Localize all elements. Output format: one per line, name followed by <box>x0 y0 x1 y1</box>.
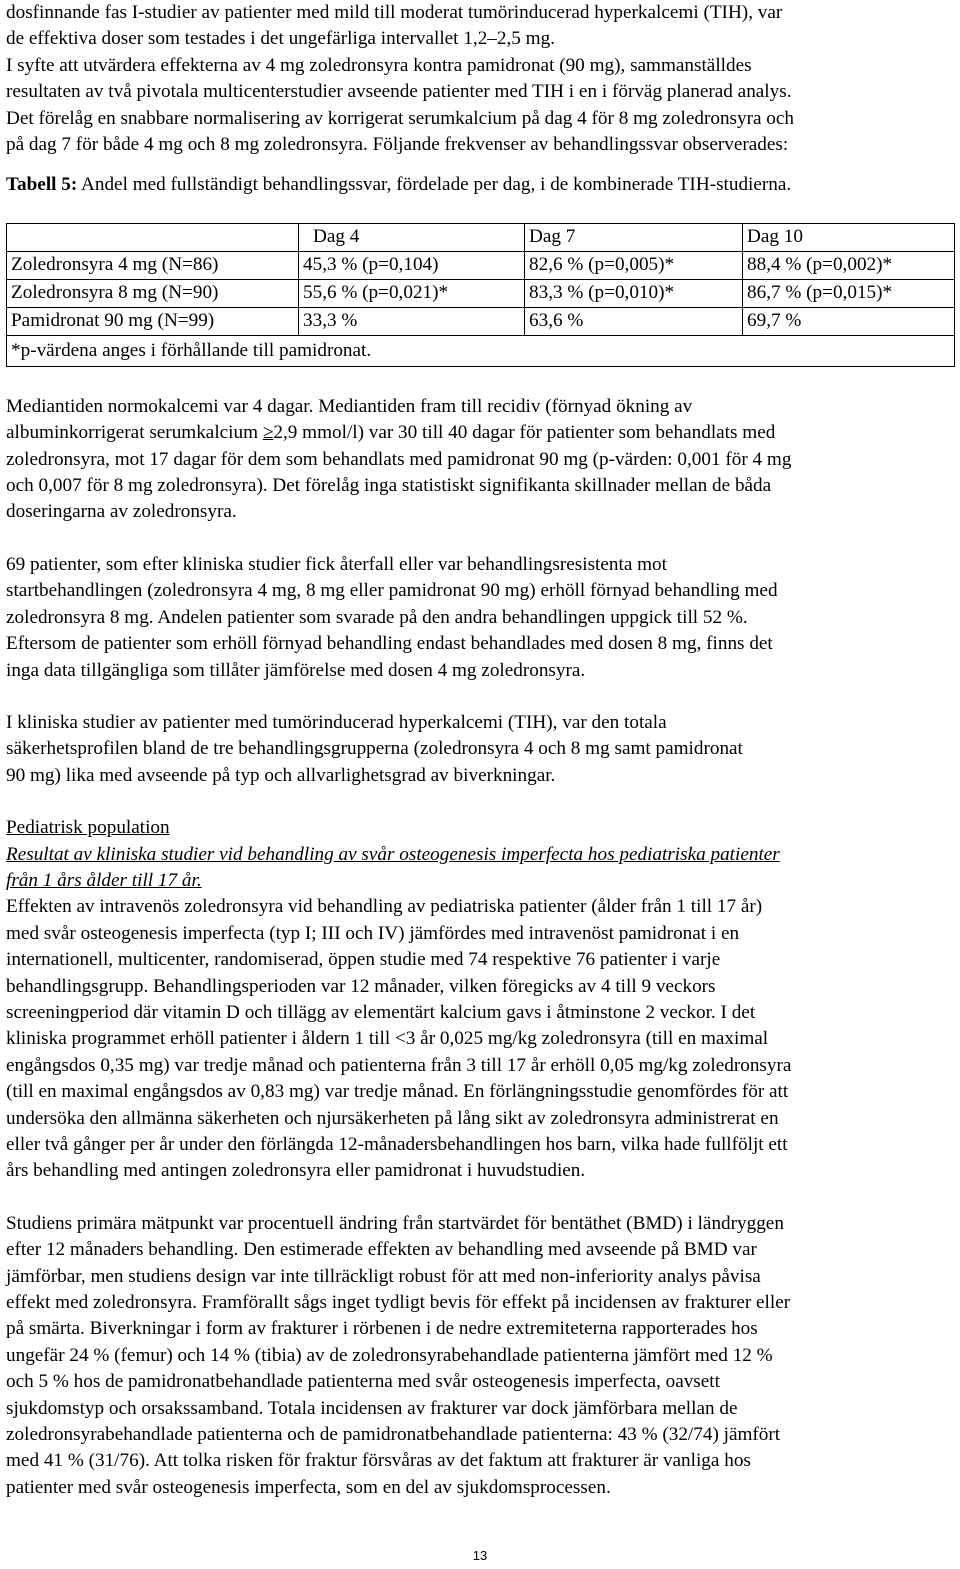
table-cell: Pamidronat 90 mg (N=99) <box>7 307 299 335</box>
text-line: engångsdos 0,35 mg) var tredje månad och patienterna från 3 till 17 år erhöll 0,05 mg/kg zoledronsyra <box>6 1054 792 1076</box>
table-row <box>7 279 955 307</box>
text-line: dosfinnande fas I-studier av patienter med mild till moderat tumörinducerad hyperkalcemi (TIH), var <box>6 2 783 23</box>
table-footnote: *p-värdena anges i förhållande till pamidronat. <box>7 335 955 366</box>
page-number: 13 <box>472 1548 488 1563</box>
text-line: ungefär 24 % (femur) och 14 % (tibia) av de zoledronsyrabehandlade patienterna jämfört med 12 % <box>6 1344 773 1366</box>
text-line: (till en maximal engångsdos av 0,83 mg) var tredje månad. En förlängningsstudie genomfördes för att <box>6 1081 789 1103</box>
text-line: eller två gånger per år under den förlängda 12-månadersbehandlingen hos barn, vilka hade fullföljt ett <box>6 1134 788 1155</box>
text-line: zoledronsyra, mot 17 dagar för dem som behandlats med pamidronat 90 mg (p-värden: 0,001 för 4 mg <box>6 448 792 470</box>
section-subheading: från 1 års ålder till 17 år. <box>6 869 202 891</box>
text-line: Studiens primära mätpunkt var procentuell ändring från startvärdet för bentäthet (BMD) i ländryggen <box>6 1212 784 1234</box>
text-line: jämförbar, men studiens design var inte tillräckligt robust för att med non-inferiority analys påvisa <box>6 1265 761 1287</box>
table-cell: 82,6 % (p=0,005)* <box>525 251 743 279</box>
response-table <box>6 223 955 367</box>
text-line: med svår osteogenesis imperfecta (typ I; III och IV) jämfördes med intravenöst pamidronat i en <box>6 922 740 944</box>
text-line: effekt med zoledronsyra. Framförallt sågs inget tydligt bevis för effekt på incidensen av frakturer eller <box>6 1292 791 1314</box>
pediatric-paragraph-2 <box>6 1211 954 1501</box>
table-caption-text: Andel med fullständigt behandlingssvar, fördelade per dag, i de kombinerade TIH-studierna. <box>77 174 792 196</box>
text-line: säkerhetsprofilen bland de tre behandlingsgrupperna (zoledronsyra 4 och 8 mg samt pamidronat <box>6 738 743 760</box>
pediatric-paragraph-1 <box>6 894 954 1184</box>
intro-paragraph <box>6 0 954 53</box>
text-line: startbehandlingen (zoledronsyra 4 mg, 8 mg eller pamidronat 90 mg) erhöll förnyad behandling med <box>6 580 778 602</box>
table-cell: 45,3 % (p=0,104) <box>299 251 525 279</box>
table-cell: 69,7 % <box>743 307 955 335</box>
text-line: Mediantiden normokalcemi var 4 dagar. Mediantiden fram till recidiv (förnyad ökning av <box>6 395 693 417</box>
table-cell: Zoledronsyra 4 mg (N=86) <box>7 251 299 279</box>
text-line: och 0,007 för 8 mg zoledronsyra). Det förelåg inga statistiskt signifikanta skillnader mellan de båda <box>6 475 772 497</box>
table-header-cell <box>7 223 299 251</box>
text-line: zoledronsyrabehandlade patienterna och de pamidronatbehandlade patienterna: 43 % (32/74) jämfört <box>6 1424 781 1446</box>
table-cell: 33,3 % <box>299 307 525 335</box>
text-line: screeningperiod där vitamin D och tillägg av elementärt kalcium gavs i åtminstone 2 veckor. I det <box>6 1001 756 1023</box>
text-line: 69 patienter, som efter kliniska studier fick återfall eller var behandlingsresistenta mot <box>6 553 667 575</box>
text-line: inga data tillgängliga som tillåter jämförelse med dosen 4 mg zoledronsyra. <box>6 659 586 681</box>
text-line: kliniska programmet erhöll patienter i åldern 1 till <3 år 0,025 mg/kg zoledronsyra (till en maximal <box>6 1028 769 1050</box>
table-cell: 55,6 % (p=0,021)* <box>299 279 525 307</box>
section-subheading: Resultat av kliniska studier vid behandling av svår osteogenesis imperfecta hos pediatriska patienter <box>6 843 780 865</box>
text-line: års behandling med antingen zoledronsyra eller pamidronat i huvudstudien. <box>6 1160 586 1182</box>
text-line: I kliniska studier av patienter med tumörinducerad hyperkalcemi (TIH), var den totala <box>6 711 667 733</box>
table-row <box>7 307 955 335</box>
text-line: sjukdomstyp och orsakssamband. Totala incidensen av frakturer var dock jämförbara mellan de <box>6 1397 738 1419</box>
safety-paragraph <box>6 710 954 789</box>
table-cell: 88,4 % (p=0,002)* <box>743 251 955 279</box>
table-header-cell: Dag 7 <box>525 223 743 251</box>
document-page <box>6 0 954 1501</box>
text-line: efter 12 månaders behandling. Den estimerade effekten av behandling med avseende på BMD var <box>6 1239 757 1261</box>
table-footnote-row <box>7 335 955 366</box>
text-line: internationell, multicenter, randomiserad, öppen studie med 74 respektive 76 patienter i varje <box>6 949 721 971</box>
text-line: behandlingsgrupp. Behandlingsperioden var 12 månader, vilken föregicks av 4 till 9 veckors <box>6 975 716 997</box>
table-cell: 86,7 % (p=0,015)* <box>743 279 955 307</box>
text-line: I syfte att utvärdera effekterna av 4 mg zoledronsyra kontra pamidronat (90 mg), sammanställdes <box>6 54 752 76</box>
text-line <box>6 420 954 446</box>
text-line: zoledronsyra 8 mg. Andelen patienter som svarade på den andra behandlingen uppgick till 52 %. <box>6 606 748 628</box>
table-header-row <box>7 223 955 251</box>
median-paragraph <box>6 394 954 526</box>
text-line: på smärta. Biverkningar i form av frakturer i rörbenen i de nedre extremiteterna rapporterades hos <box>6 1318 758 1340</box>
text-line: doseringarna av zoledronsyra. <box>6 501 237 523</box>
text-line: resultaten av två pivotala multicenterstudier avseende patienter med TIH i en i förväg planerad analys. <box>6 81 792 103</box>
table-row <box>7 251 955 279</box>
table-caption-label: Tabell 5: <box>6 174 78 196</box>
analysis-paragraph <box>6 53 954 159</box>
greater-or-equal-symbol: ≥ <box>262 422 274 444</box>
text-line: och 5 % hos de pamidronatbehandlade patienterna med svår osteogenesis imperfecta, oavsett <box>6 1371 720 1393</box>
table-header-cell: Dag 4 <box>299 223 525 251</box>
table-caption <box>6 172 954 198</box>
text-fragment: 2,9 mmol/l) var 30 till 40 dagar för patienter som behandlats med <box>273 422 776 444</box>
table-cell: Zoledronsyra 8 mg (N=90) <box>7 279 299 307</box>
table-cell: 63,6 % <box>525 307 743 335</box>
text-line: 90 mg) lika med avseende på typ och allvarlighetsgrad av biverkningar. <box>6 764 556 786</box>
text-line: Effekten av intravenös zoledronsyra vid behandling av pediatriska patienter (ålder från 1 till 17 år) <box>6 896 763 918</box>
text-line: Eftersom de patienter som erhöll förnyad behandling endast behandlades med dosen 8 mg, finns det <box>6 633 773 655</box>
text-line: patienter med svår osteogenesis imperfecta, som en del av sjukdomsprocessen. <box>6 1476 611 1498</box>
retreatment-paragraph <box>6 552 954 684</box>
text-line: Det förelåg en snabbare normalisering av korrigerat serumkalcium på dag 4 för 8 mg zoledronsyra och <box>6 107 794 129</box>
table-header-cell: Dag 10 <box>743 223 955 251</box>
text-fragment: albuminkorrigerat serumkalcium <box>6 422 263 444</box>
table-cell: 83,3 % (p=0,010)* <box>525 279 743 307</box>
text-line: på dag 7 för både 4 mg och 8 mg zoledronsyra. Följande frekvenser av behandlingssvar observerades: <box>6 134 789 156</box>
text-line: de effektiva doser som testades i det ungefärliga intervallet 1,2–2,5 mg. <box>6 28 555 50</box>
text-line: med 41 % (31/76). Att tolka risken för fraktur försvåras av det faktum att frakturer är vanliga hos <box>6 1450 751 1472</box>
text-line: undersöka den allmänna säkerheten och njursäkerheten på lång sikt av zoledronsyra administrerat en <box>6 1107 779 1129</box>
section-heading: Pediatrisk population <box>6 817 170 839</box>
